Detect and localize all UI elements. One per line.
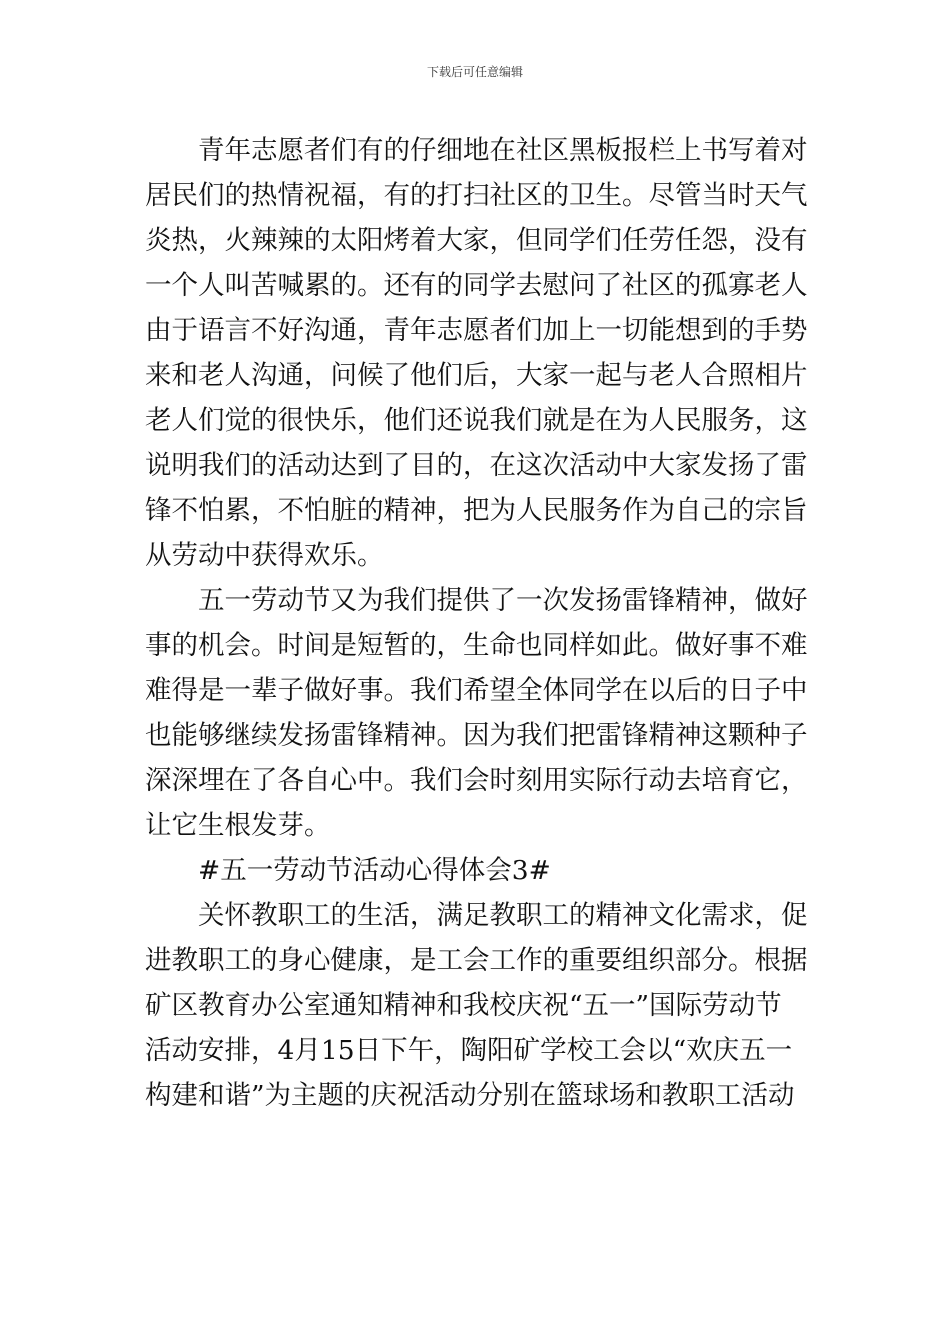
text-line: 事的机会。时间是短暂的，生命也同样如此。做好事不难	[145, 630, 808, 661]
section-heading: #五一劳动节活动心得体会3#	[145, 855, 551, 886]
text-line: 青年志愿者们有的仔细地在社区黑板报栏上书写着对	[145, 135, 808, 166]
text-line: 活动安排，4月15日下午，陶阳矿学校工会以“欢庆五一	[145, 1035, 793, 1066]
text-line: 构建和谐”为主题的庆祝活动分别在篮球场和教职工活动	[145, 1080, 795, 1111]
text-line: 进教职工的身心健康，是工会工作的重要组织部分。根据	[145, 945, 808, 976]
text-line: 五一劳动节又为我们提供了一次发扬雷锋精神，做好	[145, 585, 808, 616]
text-line: 由于语言不好沟通，青年志愿者们加上一切能想到的手势	[145, 315, 808, 346]
text-line: 炎热，火辣辣的太阳烤着大家，但同学们任劳任怨，没有	[145, 225, 808, 256]
text-line: 也能够继续发扬雷锋精神。因为我们把雷锋精神这颗种子	[145, 720, 808, 751]
text-line: 关怀教职工的生活，满足教职工的精神文化需求，促	[145, 900, 808, 931]
text-line: 居民们的热情祝福，有的打扫社区的卫生。尽管当时天气	[145, 180, 808, 211]
text-line: 一个人叫苦喊累的。还有的同学去慰问了社区的孤寡老人	[145, 270, 808, 301]
text-line: 锋不怕累，不怕脏的精神，把为人民服务作为自己的宗旨	[145, 495, 808, 526]
text-line: 从劳动中获得欢乐。	[145, 540, 384, 571]
text-line: 矿区教育办公室通知精神和我校庆祝“五一”国际劳动节	[145, 990, 782, 1021]
text-line: 深深埋在了各自心中。我们会时刻用实际行动去培育它，	[145, 765, 808, 796]
text-line: 说明我们的活动达到了目的，在这次活动中大家发扬了雷	[145, 450, 808, 481]
text-line: 来和老人沟通，问候了他们后，大家一起与老人合照相片	[145, 360, 808, 391]
text-line: 难得是一辈子做好事。我们希望全体同学在以后的日子中	[145, 675, 808, 706]
page-header: 下载后可任意编辑	[426, 65, 523, 79]
text-line: 老人们觉的很快乐，他们还说我们就是在为人民服务，这	[145, 405, 808, 436]
text-line: 让它生根发芽。	[145, 810, 331, 841]
